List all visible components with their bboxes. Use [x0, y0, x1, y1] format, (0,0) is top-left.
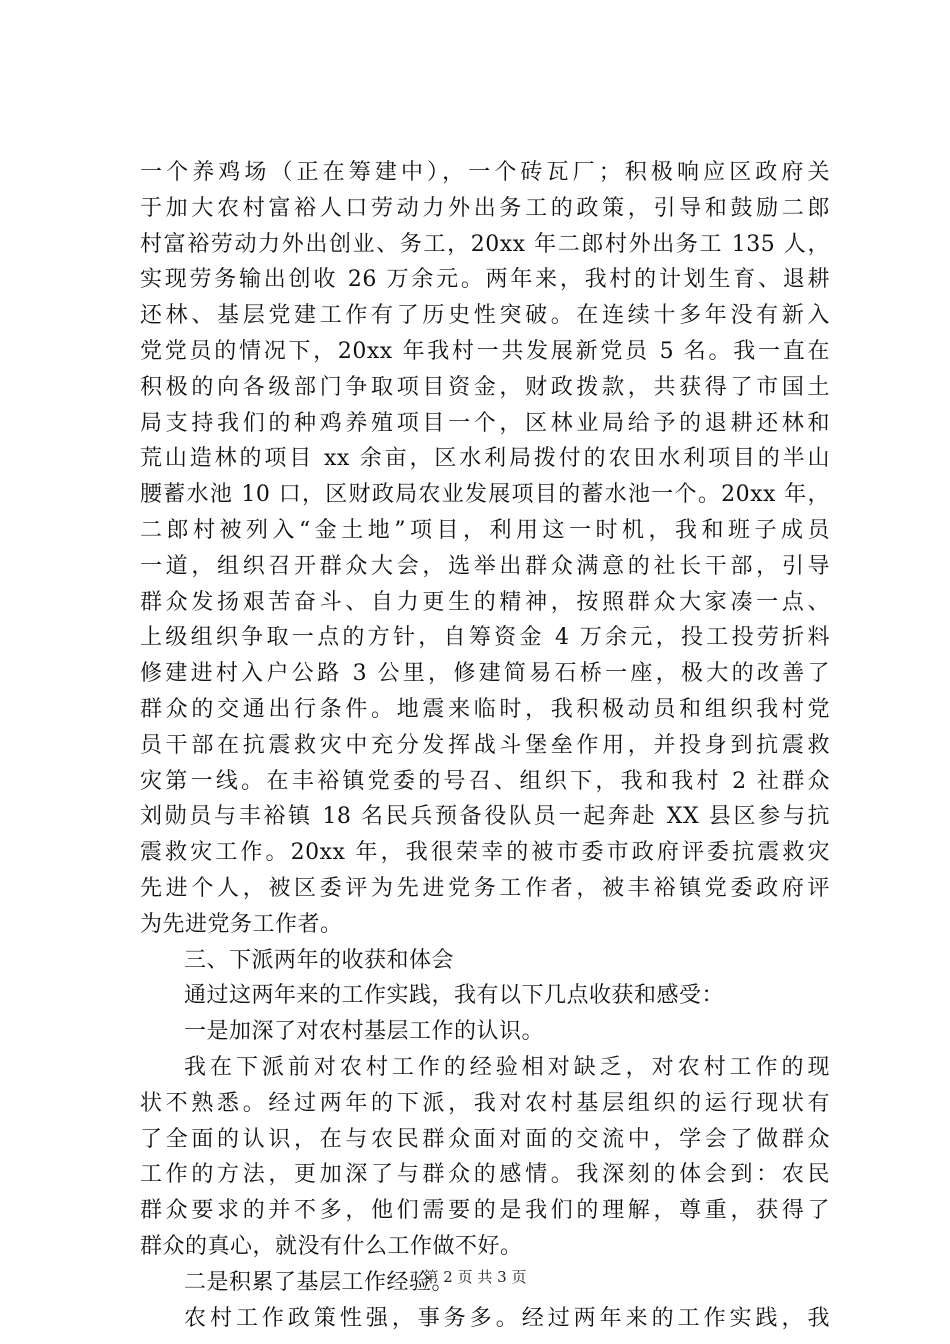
- text-line: 状不熟悉。经过两年的下派，我对农村基层组织的运行现状有: [140, 1090, 830, 1116]
- subheading: 二是积累了基层工作经验。: [184, 1269, 455, 1295]
- text-line: 修建进村入户公路 3 公里，修建简易石桥一座，极大的改善了: [140, 661, 830, 687]
- text-line: 局支持我们的种鸡养殖项目一个，区林业局给予的退耕还林和: [140, 410, 830, 436]
- text-line: 群众发扬艰苦奋斗、自力更生的精神，按照群众大家凑一点、: [140, 589, 830, 615]
- text-line: 震救灾工作。20xx 年，我很荣幸的被市委市政府评委抗震救灾: [140, 840, 830, 866]
- section-heading: 三、下派两年的收获和体会: [184, 947, 455, 973]
- text-line: 上级组织争取一点的方针，自筹资金 4 万余元，投工投劳折料: [140, 625, 830, 651]
- text-line: 我在下派前对农村工作的经验相对缺乏，对农村工作的现: [184, 1054, 830, 1080]
- text-line: 实现劳务输出创收 26 万余元。两年来，我村的计划生育、退耕: [140, 267, 830, 293]
- text-line: 积极的向各级部门争取项目资金，财政拨款，共获得了市国土: [140, 374, 830, 400]
- text-line: 先进个人，被区委评为先进党务工作者，被丰裕镇党委政府评: [140, 875, 830, 901]
- text-line: 刘勋员与丰裕镇 18 名民兵预备役队员一起奔赴 XX 县区参与抗: [140, 804, 830, 830]
- text-line: 村富裕劳动力外出创业、务工，20xx 年二郎村外出务工 135 人，: [140, 231, 830, 257]
- text-line: 二郎村被列入“金土地”项目，利用这一时机，我和班子成员: [140, 517, 830, 543]
- document-body: [140, 155, 830, 1336]
- text-line: 荒山造林的项目 xx 余亩，区水利局拨付的农田水利项目的半山: [140, 446, 830, 472]
- text-line: 一道，组织召开群众大会，选举出群众满意的社长干部，引导: [140, 553, 830, 579]
- text-line: 党党员的情况下，20xx 年我村一共发展新党员 5 名。我一直在: [140, 338, 830, 364]
- text-line: 员干部在抗震救灾中充分发挥战斗堡垒作用，并投身到抗震救: [140, 732, 830, 758]
- subheading: 一是加深了对农村基层工作的认识。: [184, 1019, 545, 1045]
- text-line: 腰蓄水池 10 口，区财政局农业发展项目的蓄水池一个。20xx 年，: [140, 482, 830, 508]
- text-line: 群众的交通出行条件。地震来临时，我积极动员和组织我村党: [140, 696, 830, 722]
- text-line: 群众要求的并不多，他们需要的是我们的理解，尊重，获得了: [140, 1198, 830, 1224]
- text-line: 一个养鸡场（正在筹建中），一个砖瓦厂；积极响应区政府关: [140, 160, 830, 185]
- text-line: 群众的真心，就没有什么工作做不好。: [140, 1233, 523, 1259]
- text-line: 工作的方法，更加深了与群众的感情。我深刻的体会到：农民: [140, 1162, 830, 1188]
- text-line: 了全面的认识，在与农民群众面对面的交流中，学会了做群众: [140, 1126, 830, 1152]
- page-number-footer: 第 2 页 共 3 页: [423, 1268, 527, 1286]
- text-line: 为先进党务工作者。: [140, 911, 343, 937]
- paragraph-intro: 通过这两年来的工作实践，我有以下几点收获和感受：: [184, 983, 725, 1009]
- text-line: 于加大农村富裕人口劳动力外出务工的政策，引导和鼓励二郎: [140, 195, 830, 221]
- text-line: 灾第一线。在丰裕镇党委的号召、组织下，我和我村 2 社群众: [140, 768, 830, 794]
- text-line: 还林、基层党建工作有了历史性突破。在连续十多年没有新入: [140, 303, 830, 329]
- text-line: 农村工作政策性强，事务多。经过两年来的工作实践，我: [184, 1305, 830, 1331]
